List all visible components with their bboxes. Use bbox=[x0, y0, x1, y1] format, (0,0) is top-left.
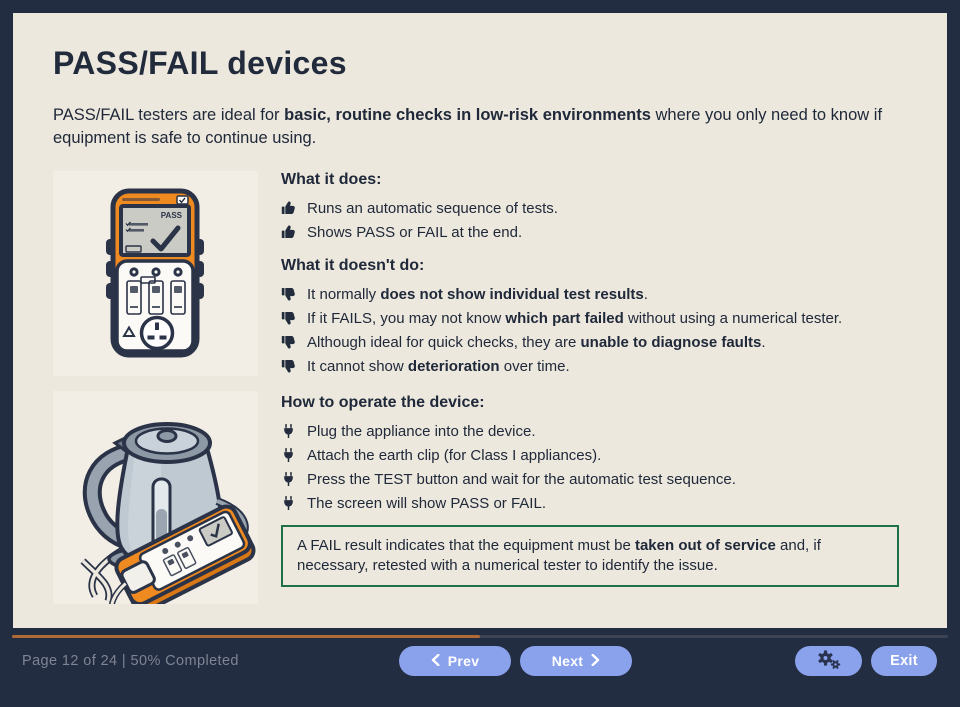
thumbs-up-icon bbox=[281, 224, 297, 243]
heading-how-to-operate: How to operate the device: bbox=[281, 394, 485, 411]
prev-button[interactable] bbox=[399, 646, 511, 676]
progress-fill bbox=[12, 635, 480, 638]
thumbs-down-icon bbox=[281, 310, 297, 329]
list-what-it-does bbox=[281, 198, 907, 243]
heading-what-it-does: What it does: bbox=[281, 171, 382, 188]
kettle-test-illustration bbox=[53, 391, 258, 604]
course-footer bbox=[0, 628, 960, 707]
prev-label: Prev bbox=[447, 653, 480, 669]
next-button[interactable] bbox=[520, 646, 632, 676]
exit-button[interactable] bbox=[871, 646, 937, 676]
thumbs-down-icon bbox=[281, 358, 297, 377]
pat-tester-svg bbox=[53, 171, 258, 376]
plug-icon bbox=[281, 471, 297, 490]
list-item bbox=[281, 421, 907, 442]
list-item bbox=[281, 332, 907, 353]
bullet-text: Although ideal for quick checks, they are unable to diagnose faults. bbox=[307, 334, 766, 351]
bullet-text: Plug the appliance into the device. bbox=[307, 423, 536, 440]
list-item bbox=[281, 222, 907, 243]
bullet-text: Shows PASS or FAIL at the end. bbox=[307, 224, 523, 241]
heading-what-it-doesnt: What it doesn't do: bbox=[281, 257, 425, 274]
intro-paragraph: PASS/FAIL testers are ideal for basic, routine checks in low-risk environments where you only need to know if equipment is safe to continue using. bbox=[53, 106, 883, 147]
list-item bbox=[281, 198, 907, 219]
thumbs-up-icon bbox=[281, 200, 297, 219]
thumbs-down-icon bbox=[281, 334, 297, 353]
bullet-text: Runs an automatic sequence of tests. bbox=[307, 200, 558, 217]
illustration-column bbox=[53, 171, 258, 604]
slide-card bbox=[13, 13, 947, 628]
progress-track bbox=[12, 635, 948, 638]
list-what-it-doesnt bbox=[281, 284, 907, 377]
callout-text: A FAIL result indicates that the equipment must be taken out of service and, if necessary, retested with a numerical tester to identify the issue. bbox=[297, 537, 821, 574]
list-how-to-operate bbox=[281, 421, 907, 514]
tester-screen-label: PASS bbox=[160, 211, 182, 220]
thumbs-down-icon bbox=[281, 286, 297, 305]
fail-result-callout bbox=[281, 525, 899, 587]
page-progress-text: Page 12 of 24 | 50% Completed bbox=[22, 653, 239, 669]
bullet-text: It normally does not show individual test results. bbox=[307, 286, 648, 303]
list-item bbox=[281, 493, 907, 514]
bullet-text: Press the TEST button and wait for the automatic test sequence. bbox=[307, 471, 736, 488]
list-item bbox=[281, 445, 907, 466]
list-item bbox=[281, 469, 907, 490]
settings-button[interactable] bbox=[795, 646, 862, 676]
content-row bbox=[53, 171, 907, 604]
list-item bbox=[281, 284, 907, 305]
bullet-text: If it FAILS, you may not know which part failed without using a numerical tester. bbox=[307, 310, 843, 327]
plug-icon bbox=[281, 495, 297, 514]
kettle-test-svg bbox=[53, 391, 258, 604]
page-title: PASS/FAIL devices bbox=[53, 45, 347, 81]
text-column bbox=[281, 171, 907, 587]
list-item bbox=[281, 308, 907, 329]
next-label: Next bbox=[551, 653, 584, 669]
gears-icon bbox=[815, 648, 842, 675]
plug-icon bbox=[281, 423, 297, 442]
chevron-left-icon bbox=[431, 653, 440, 669]
chevron-right-icon bbox=[591, 653, 600, 669]
pat-tester-illustration bbox=[53, 171, 258, 376]
bullet-text: Attach the earth clip (for Class I appliances). bbox=[307, 447, 602, 464]
utility-buttons bbox=[795, 646, 937, 676]
nav-buttons bbox=[399, 646, 632, 676]
plug-icon bbox=[281, 447, 297, 466]
list-item bbox=[281, 356, 907, 377]
bullet-text: The screen will show PASS or FAIL. bbox=[307, 495, 546, 512]
bullet-text: It cannot show deterioration over time. bbox=[307, 358, 570, 375]
exit-label: Exit bbox=[890, 653, 918, 669]
